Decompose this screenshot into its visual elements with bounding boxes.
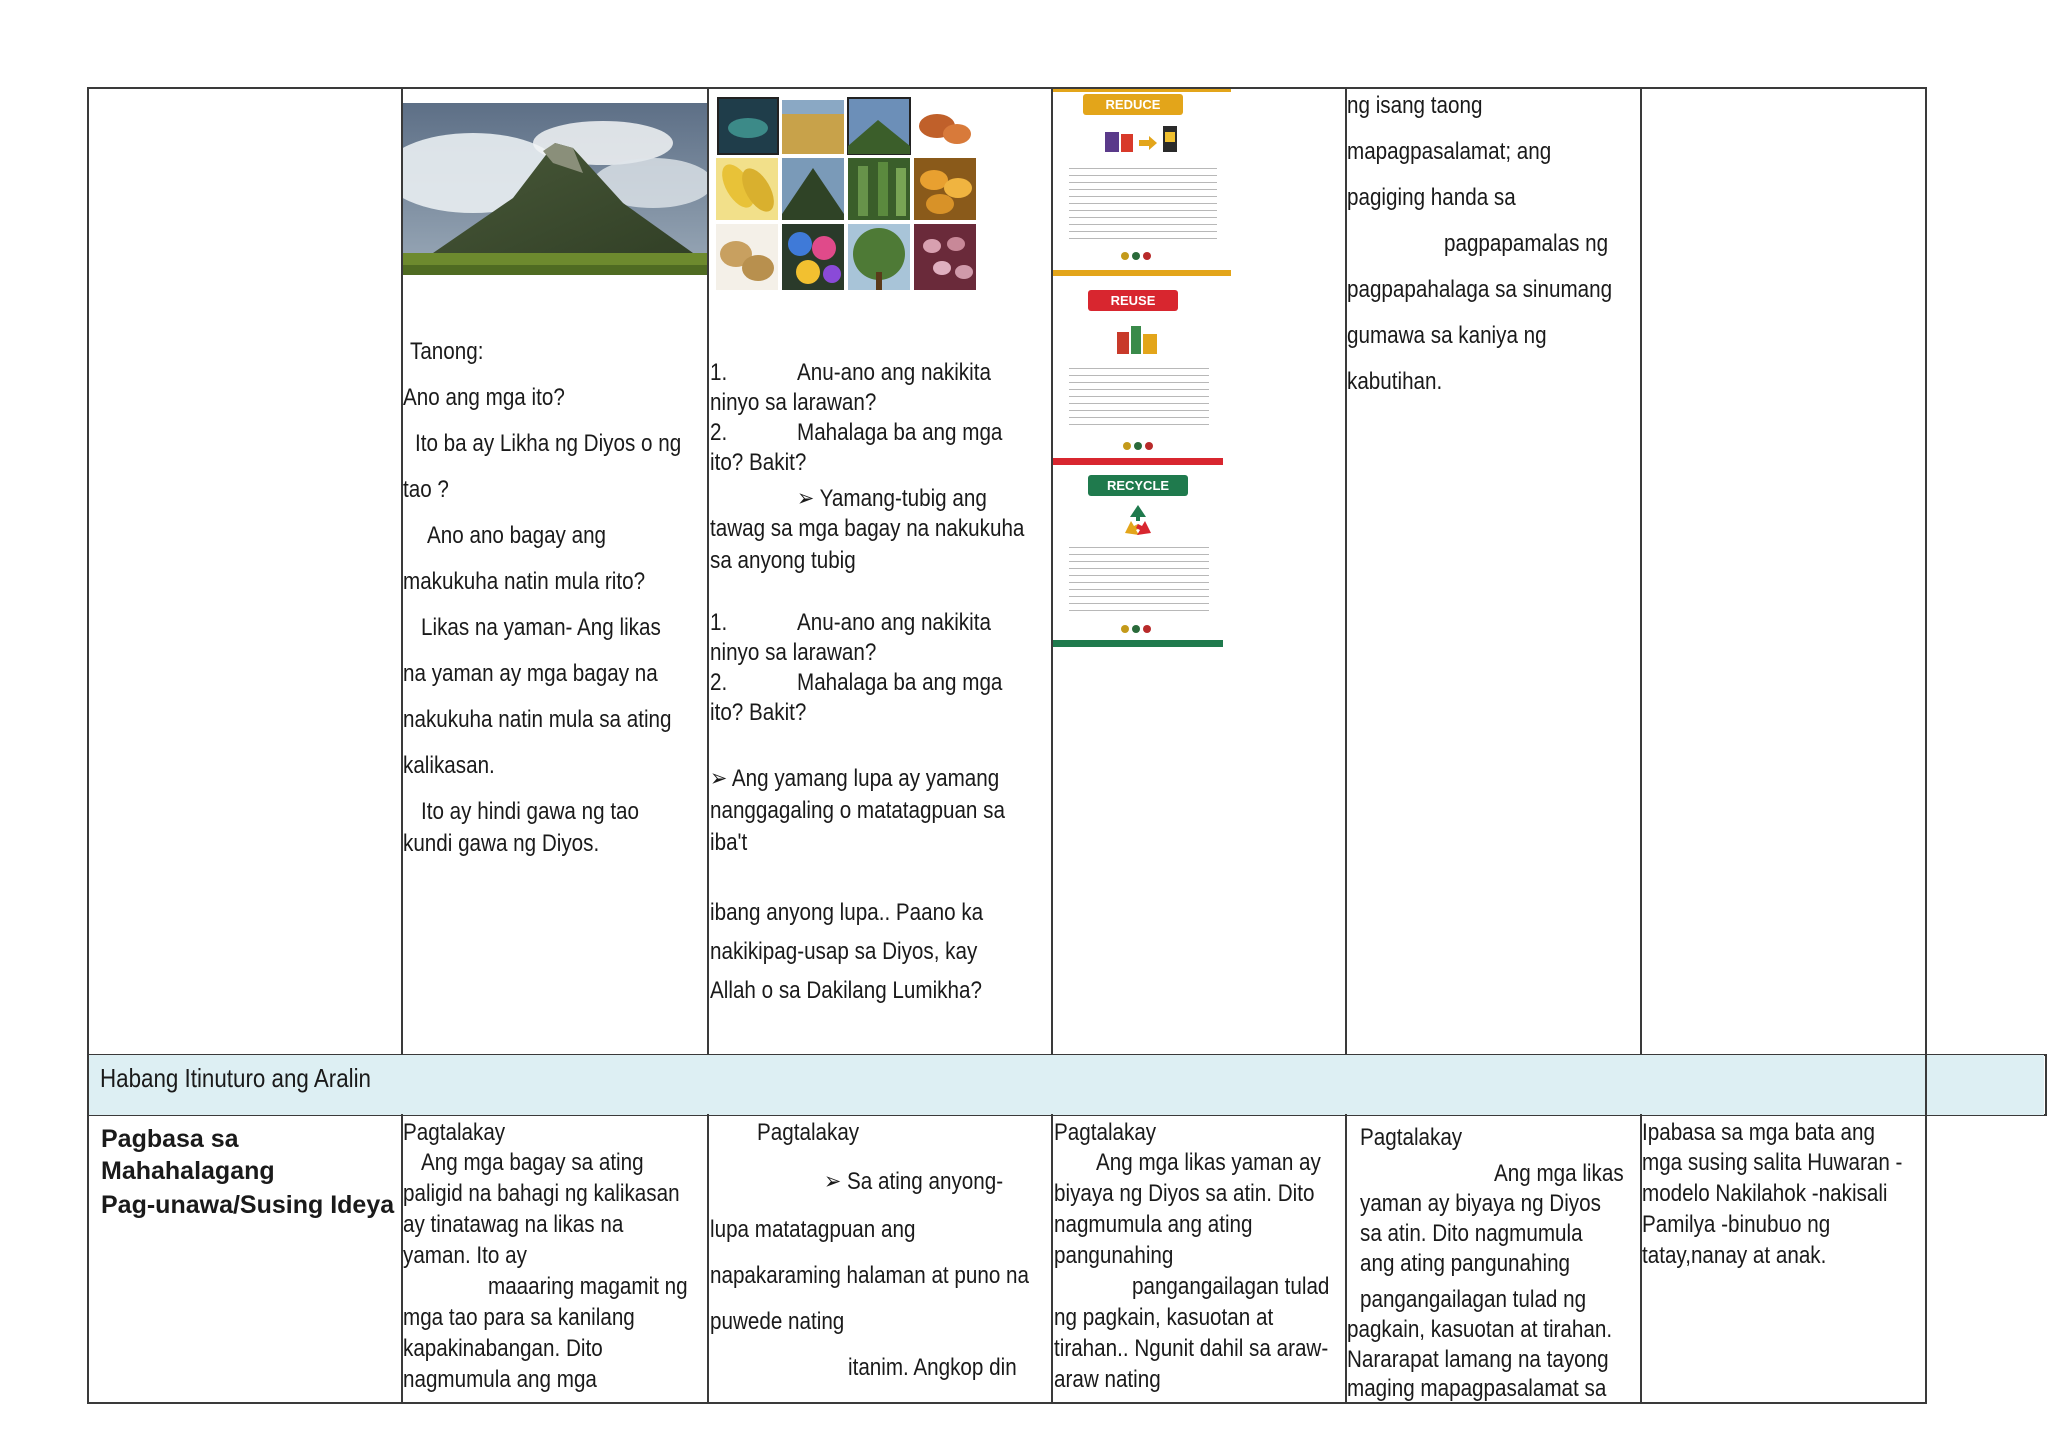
col2-discussion-line1: Ang mga bagay sa ating — [421, 1149, 644, 1176]
col3-discussion-line4: puwede nating — [710, 1308, 845, 1335]
col2-definition-line4: kalikasan. — [403, 752, 495, 779]
col3-land-line5: nakikipag-usap sa Diyos, kay — [710, 938, 978, 965]
col2-discussion-line6: mga tao para sa kanilang — [403, 1304, 635, 1331]
col3-water-line1: ➢ Yamang-tubig ang — [797, 485, 987, 512]
table-right-border — [1925, 87, 1927, 1404]
col2-definition-line1: Likas na yaman- Ang likas — [421, 614, 661, 641]
col4-discussion-line5: pangangailagan tulad — [1132, 1273, 1330, 1300]
col5-discussion-line7: Nararapat lamang na tayong — [1347, 1346, 1609, 1373]
col-divider-4 — [1345, 87, 1347, 1055]
col3-water-line2: tawag sa mga bagay na nakukuha — [710, 515, 1025, 542]
volcano-image — [403, 103, 707, 275]
col2-discussion-line7: kapakinabangan. Dito — [403, 1335, 603, 1362]
reduce-seals — [1121, 252, 1151, 260]
col2-discussion-line4: yaman. Ito ay — [403, 1242, 527, 1269]
recycle-fine-print — [1069, 543, 1209, 617]
col2-discussion-line5: maaaring magamit ng — [488, 1273, 688, 1300]
col2-definition-line3: nakukuha natin mula sa ating — [403, 706, 672, 733]
col-divider-3-lower — [1051, 1114, 1053, 1404]
reuse-seals — [1123, 442, 1153, 450]
col3-q1b-text: Anu-ano ang nakikita — [797, 609, 991, 636]
reduce-label: REDUCE — [1083, 94, 1183, 115]
col2-discussion-title: Pagtalakay — [403, 1119, 506, 1146]
col2-discussion-line2: paligid na bahagi ng kalikasan — [403, 1180, 680, 1207]
col5-discussion-line5: pangangailagan tulad ng — [1360, 1286, 1587, 1313]
col3-land-line3: iba't — [710, 829, 748, 856]
table-bottom-border — [87, 1402, 1927, 1404]
col2-question-line6: makukuha natin mula rito? — [403, 568, 646, 595]
col3-q2b-text: Mahalaga ba ang mga — [797, 669, 1003, 696]
col3-land-line2: nanggagaling o matatagpuan sa — [710, 797, 1005, 824]
col4-discussion-line2: biyaya ng Diyos sa atin. Dito — [1054, 1180, 1315, 1207]
reuse-fine-print — [1069, 364, 1209, 426]
col3-q1-text: Anu-ano ang nakikita — [797, 359, 991, 386]
col5-discussion-line1: Ang mga likas — [1494, 1160, 1624, 1187]
recycle-icon — [1121, 503, 1155, 537]
col2-definition-line2: na yaman ay mga bagay na — [403, 660, 658, 687]
col5-line1: ng isang taong — [1347, 92, 1483, 119]
col5-discussion-line2: yaman ay biyaya ng Diyos — [1360, 1190, 1601, 1217]
col3-q1-continued: ninyo sa larawan? — [710, 389, 877, 416]
col2-discussion-line8: nagmumula ang mga — [403, 1366, 597, 1393]
reduce-illustration-icon — [1103, 122, 1183, 158]
col-divider-2-lower — [707, 1114, 709, 1404]
col3-land-line1: ➢ Ang yamang lupa ay yamang — [710, 765, 1000, 792]
col5-discussion-line8: maging mapagpasalamat sa — [1347, 1375, 1607, 1402]
col3-discussion-line3: napakaraming halaman at puno na — [710, 1262, 1030, 1289]
col2-question-line1: Tanong: — [410, 338, 484, 365]
section-band — [88, 1055, 2044, 1115]
col5-line4: pagpapamalas ng — [1444, 230, 1609, 257]
col-divider-5 — [1640, 87, 1642, 1055]
col4-discussion-line1: Ang mga likas yaman ay — [1096, 1149, 1321, 1176]
col2-question-line4: tao ? — [403, 476, 449, 503]
col3-q2b-continued: ito? Bakit? — [710, 699, 807, 726]
col3-discussion-line5: itanim. Angkop din — [848, 1354, 1017, 1381]
band-right-edge — [2045, 1054, 2047, 1116]
col3-discussion-line1: ➢ Sa ating anyong- — [824, 1168, 1004, 1195]
key-idea-heading-line3: Pag-unawa/Susing Ideya — [101, 1191, 395, 1219]
col5-line5: pagpapahalaga sa sinumang — [1347, 276, 1613, 303]
col4-discussion-title: Pagtalakay — [1054, 1119, 1157, 1146]
col3-q2-continued: ito? Bakit? — [710, 449, 807, 476]
col2-discussion-line3: ay tinatawag na likas na — [403, 1211, 624, 1238]
col5-discussion-line3: sa atin. Dito nagmumula — [1360, 1220, 1583, 1247]
col3-q1-number: 1. — [710, 359, 728, 386]
col2-question-line2: Ano ang mga ito? — [403, 384, 565, 411]
reuse-poster — [1053, 290, 1223, 465]
col5-line6: gumawa sa kaniya ng — [1347, 322, 1547, 349]
col5-discussion-line6: pagkain, kasuotan at tirahan. — [1347, 1316, 1613, 1343]
col6-keywords-line5: tatay,nanay at anak. — [1642, 1242, 1827, 1269]
col3-land-line4: ibang anyong lupa.. Paano ka — [710, 899, 984, 926]
col3-q2-text: Mahalaga ba ang mga — [797, 419, 1003, 446]
reduce-fine-print — [1069, 164, 1217, 242]
col3-water-line3: sa anyong tubig — [710, 547, 856, 574]
col3-discussion-title: Pagtalakay — [757, 1119, 860, 1146]
col4-discussion-line4: pangunahing — [1054, 1242, 1174, 1269]
col4-discussion-line8: araw nating — [1054, 1366, 1161, 1393]
section-heading: Habang Itinuturo ang Aralin — [100, 1063, 372, 1093]
recycle-seals — [1121, 625, 1151, 633]
col4-discussion-line3: nagmumula ang ating — [1054, 1211, 1253, 1238]
col6-keywords-line2: mga susing salita Huwaran - — [1642, 1149, 1903, 1176]
col5-line3: pagiging handa sa — [1347, 184, 1516, 211]
col3-q1b-continued: ninyo sa larawan? — [710, 639, 877, 666]
col6-keywords-line3: modelo Nakilahok -nakisali — [1642, 1180, 1888, 1207]
reuse-illustration-icon — [1113, 320, 1163, 356]
col5-line7: kabutihan. — [1347, 368, 1443, 395]
col-divider-2 — [707, 87, 709, 1055]
col5-discussion-title: Pagtalakay — [1360, 1124, 1463, 1151]
recycle-poster — [1053, 475, 1223, 647]
col4-discussion-line6: ng pagkain, kasuotan at — [1054, 1304, 1274, 1331]
col6-keywords-line4: Pamilya -binubuo ng — [1642, 1211, 1831, 1238]
col4-discussion-line7: tirahan.. Ngunit dahil sa araw- — [1054, 1335, 1329, 1362]
table-top-border — [87, 87, 1927, 89]
col3-q2b-number: 2. — [710, 669, 728, 696]
key-idea-heading-line1: Pagbasa sa — [101, 1125, 239, 1153]
col5-line2: mapagpasalamat; ang — [1347, 138, 1552, 165]
col5-discussion-line4: ang ating pangunahing — [1360, 1250, 1571, 1277]
reduce-poster — [1053, 89, 1231, 276]
col3-discussion-line2: lupa matatagpuan ang — [710, 1216, 916, 1243]
col2-definition-line6: kundi gawa ng Diyos. — [403, 830, 600, 857]
natural-resources-collage — [712, 96, 987, 294]
key-idea-heading-line2: Mahahalagang — [101, 1157, 275, 1185]
col2-definition-line5: Ito ay hindi gawa ng tao — [421, 798, 640, 825]
col3-q1b-number: 1. — [710, 609, 728, 636]
col3-land-line6: Allah o sa Dakilang Lumikha? — [710, 977, 982, 1004]
table-left-border — [87, 87, 89, 1404]
col2-question-line5: Ano ano bagay ang — [427, 522, 607, 549]
col3-q2-number: 2. — [710, 419, 728, 446]
reuse-label: REUSE — [1088, 290, 1178, 311]
recycle-label: RECYCLE — [1088, 475, 1188, 496]
col2-question-line3: Ito ba ay Likha ng Diyos o ng — [415, 430, 682, 457]
col6-keywords-line1: Ipabasa sa mga bata ang — [1642, 1119, 1875, 1146]
